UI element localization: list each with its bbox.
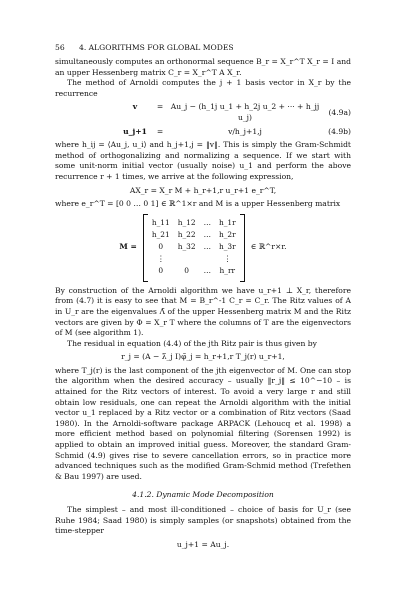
page-number: 56 xyxy=(55,43,65,52)
matrix-cell: 0 xyxy=(184,266,189,276)
matrix-cell: … xyxy=(203,218,211,228)
matrix-cell xyxy=(200,254,215,266)
page-content xyxy=(55,43,351,553)
equation-snapshot xyxy=(55,540,351,551)
matrix-cell: h_2r xyxy=(218,230,236,240)
paragraph-2: The method of Arnoldi computes the j + 1 basis vector in X_r by the recurrence xyxy=(55,78,351,98)
eq-arnoldi-text: AX_r = X_r M + h_r+1,r u_r+1 e_r^T, xyxy=(129,185,277,195)
paragraph-6: The residual in equation (4.4) of the jth Ritz pair is thus given by xyxy=(67,338,317,348)
eq-4-9b-lhs: u_j+1 xyxy=(123,126,147,136)
matrix-row xyxy=(148,230,240,242)
matrix-cell: h_rr xyxy=(219,266,236,276)
matrix-cell: … xyxy=(203,230,211,240)
matrix-row xyxy=(148,218,240,230)
matrix-cell: h_1r xyxy=(218,218,236,228)
paragraph-4: where e_r^T = [0 0 … 0 1] ∈ ℝ^1×r and M is a upper Hessenberg matrix xyxy=(55,199,341,209)
equation-residual xyxy=(55,352,351,363)
matrix-cell: ⋮ xyxy=(157,254,165,264)
eq-snapshot-text: u_j+1 = Au_j. xyxy=(176,539,230,549)
matrix-cell: 0 xyxy=(158,266,164,276)
paragraph-5: By construction of the Arnoldi algorithm we have u_r+1 ⊥ X_r, therefore from (4.7) it is easy to see that M = B_r^-1 C_r = C_r. The Ritz values of A in U_r are the eigenvalues Λ̃ of the upper Hessenberg matrix M and the Ritz vectors are given by Φ = X_r T where the columns of T are the eigenvectors of M (see algorithm 1). xyxy=(55,285,351,338)
matrix-cell: ⋮ xyxy=(223,254,232,264)
matrix-right-bracket xyxy=(240,214,245,282)
matrix-cell: h_22 xyxy=(177,230,196,240)
section-heading: 4.1.2. Dynamic Mode Decomposition xyxy=(132,490,274,500)
eq-residual-text: r_j = (A − λ̃_j I)φ̃_j = h_r+1,r T_j(r) u_r+1, xyxy=(121,352,285,362)
hessenberg-matrix xyxy=(55,214,351,282)
matrix-cell: h_32 xyxy=(177,242,196,252)
eq-4-9b-number: (4.9b) xyxy=(328,126,351,136)
equation-arnoldi-relation xyxy=(55,186,351,197)
eq-4-9b-rhs: v/h_j+1,j xyxy=(228,126,262,136)
paragraph-1: simultaneously computes an orthonormal sequence B_r = X_r^T X_r = I and an upper Hessenberg matrix C_r = X_r^T A X_r. xyxy=(55,57,351,77)
matrix-cell: … xyxy=(203,266,211,276)
equation-4-9b: u_j+1 = v/h_j+1,j (4.9b) xyxy=(55,127,351,138)
matrix-cell xyxy=(174,254,200,266)
matrix-cell: h_3r xyxy=(218,242,236,252)
matrix-row xyxy=(148,254,240,266)
paragraph-8: The simplest – and most ill-conditioned – choice of basis for U_r (see Ruhe 1984; Saad 1980) is simply samples (or snapshots) obtained from the time-stepper xyxy=(55,505,351,536)
matrix-cell: h_11 xyxy=(151,218,170,228)
paragraph-3: where h_ij = ⟨Au_j, u_i⟩ and h_j+1,j = ‖v‖. This is simply the Gram-Schmidt method of orthogonalizing and normalizing a sequence. If we start with some unit-norm initial vector (usually noise) u_1 and perform the above recurrence r + 1 times, we arrive at the following expression, xyxy=(55,140,351,181)
matrix-cell: … xyxy=(203,242,211,252)
matrix-cell: 0 xyxy=(158,242,164,252)
matrix-row xyxy=(148,242,240,254)
matrix-cell: h_12 xyxy=(177,218,196,228)
running-title: 4. ALGORITHMS FOR GLOBAL MODES xyxy=(79,43,234,52)
eq-4-9a-rhs: Au_j − (h_1j u_1 + h_2j u_2 + ··· + h_jj u_j) xyxy=(170,102,320,122)
matrix-entries xyxy=(148,218,240,278)
equation-4-9a: v = Au_j − (h_1j u_1 + h_2j u_2 + ··· + h_jj u_j) (4.9a) xyxy=(55,102,351,123)
running-header xyxy=(55,43,351,57)
matrix-cell: h_21 xyxy=(151,230,170,240)
matrix-rhs: ∈ ℝ^r×r. xyxy=(250,242,287,252)
matrix-lhs: M = xyxy=(119,242,137,252)
eq-4-9a-lhs: v xyxy=(132,102,138,112)
matrix-row xyxy=(148,266,240,278)
eq-4-9a-number: (4.9a) xyxy=(328,107,351,117)
paragraph-7: where T_j(r) is the last component of the jth eigenvector of M. One can stop the algorithm when the desired accuracy – usually ‖r_j‖ ≤ 10^−10 – is attained for the Ritz vectors of interest. To avoid a very large r and still obtain low residuals, one can repeat the Arnoldi algorithm with the initial vector u_1 replaced by a Ritz vector or a combination of Ritz vectors (Saad 1980). In the Arnoldi-software package ARPACK (Lehoucq et al. 1998) a more efficient method based on polynomial filtering (Sorensen 1992) is applied to obtain an improved initial guess. Moreover, the standard Gram-Schmid (4.9) gives rise to severe cancellation errors, so in practice more advanced techniques such as the modified Gram-Schmid method (Trefethen & Bau 1997) are used. xyxy=(55,365,351,481)
